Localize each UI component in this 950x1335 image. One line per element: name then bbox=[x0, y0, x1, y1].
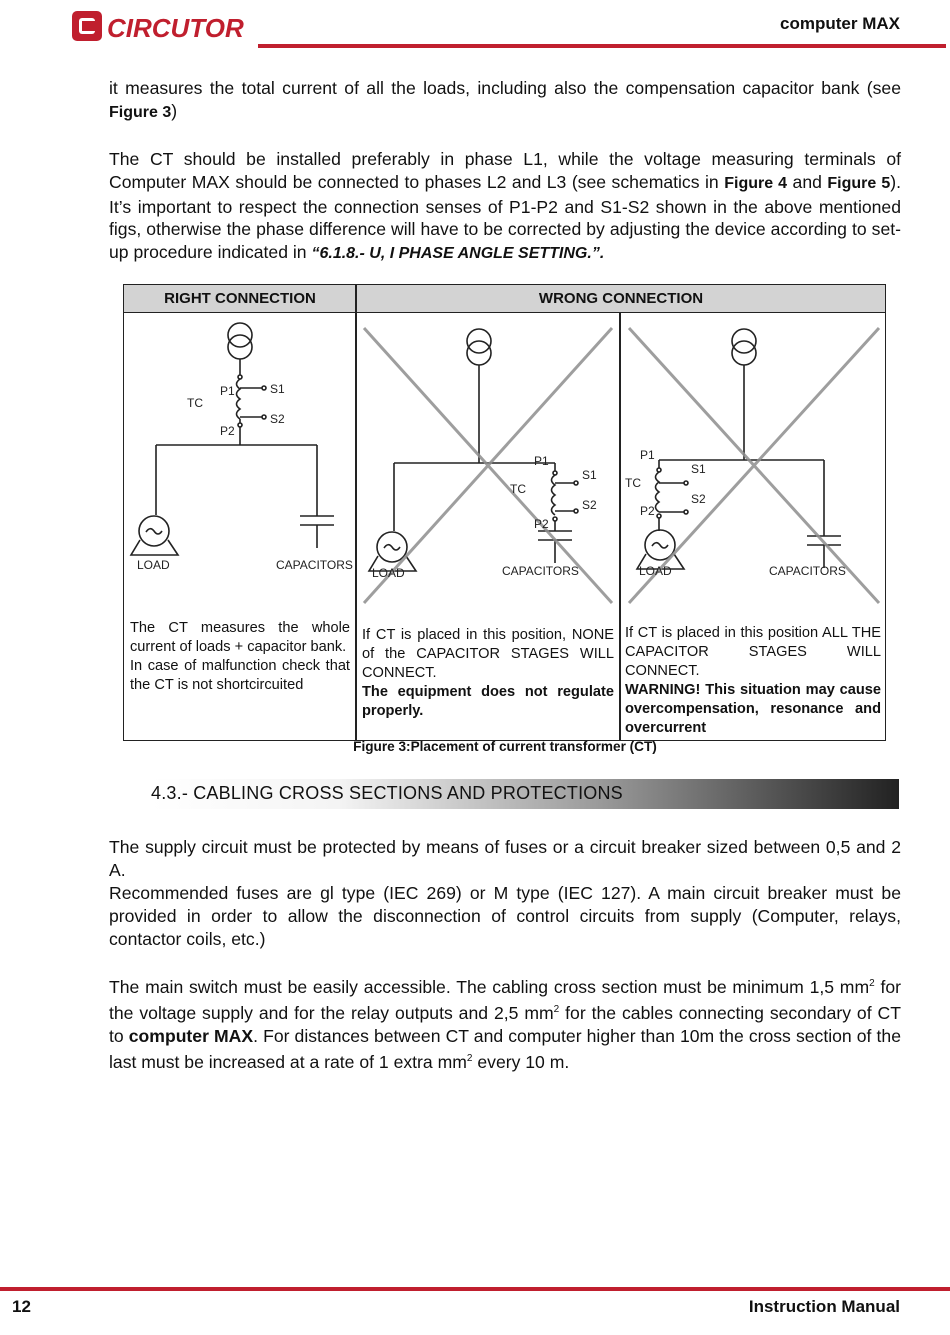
doc-title: computer MAX bbox=[780, 14, 900, 33]
header-divider bbox=[258, 44, 946, 48]
label-s1: S1 bbox=[270, 382, 285, 396]
brand-logo bbox=[72, 10, 247, 42]
label-load: LOAD bbox=[372, 566, 405, 580]
wrong-cross-marks bbox=[364, 328, 879, 603]
label-p1: P1 bbox=[640, 448, 655, 462]
cabling-text bbox=[109, 836, 901, 1074]
label-tc: TC bbox=[187, 396, 203, 410]
product-name: computer MAX bbox=[128, 1025, 254, 1046]
figure-diagrams bbox=[124, 313, 885, 613]
manual-title: Instruction Manual bbox=[748, 1297, 900, 1316]
figure-3-table bbox=[123, 284, 886, 741]
label-p2: P2 bbox=[534, 517, 549, 531]
section-heading-bar bbox=[151, 779, 899, 809]
right-connection-text: The CT measures the whole current of loads + capacitor bank. In case of malfunction check that the CT is not shortcircuited bbox=[130, 620, 350, 693]
right-connection-header: RIGHT CONNECTION bbox=[124, 285, 356, 313]
right-connection-diagram bbox=[131, 323, 334, 555]
intro-paragraph-2: The CT should be installed preferably in phase L1, while the voltage measuring terminals of Computer MAX should be connected to phases L2 and L3 (see schematics in Figure 4 and Figure 5). It’s important to respect the connection senses of P1-P2 and S1-S2 shown in the above mentioned figs, otherwise the phase difference will have to be corrected by adjusting the device according to set-up procedure indicated in “6.1.8.- U, I PHASE ANGLE SETTING.”. bbox=[109, 148, 901, 263]
label-load: LOAD bbox=[639, 564, 672, 578]
label-load: LOAD bbox=[137, 558, 170, 572]
figure-ref: Figure 3 bbox=[109, 103, 172, 121]
figure-ref: Figure 4 bbox=[724, 174, 788, 192]
label-capacitors: CAPACITORS bbox=[769, 564, 846, 578]
page-number: 12 bbox=[12, 1297, 31, 1316]
cabling-paragraph-1: The supply circuit must be protected by means of fuses or a circuit breaker sized between 0,5 and 2 A. bbox=[109, 837, 901, 880]
figure-ref: Figure 5 bbox=[827, 174, 891, 192]
section-title: 4.3.- CABLING CROSS SECTIONS AND PROTECTIONS bbox=[151, 783, 623, 803]
label-capacitors: CAPACITORS bbox=[276, 558, 353, 572]
label-p2: P2 bbox=[640, 504, 655, 518]
intro-paragraph-1: it measures the total current of all the loads, including also the compensation capacitor bank (see Figure 3) bbox=[109, 78, 901, 121]
section-ref: “6.1.8.- U, I PHASE ANGLE SETTING.”. bbox=[311, 245, 605, 263]
wrong-connection-warning-1: The equipment does not regulate properly. bbox=[362, 684, 614, 719]
label-s1: S1 bbox=[691, 462, 706, 476]
label-tc: TC bbox=[625, 476, 641, 490]
cabling-paragraph-3: The main switch must be easily accessible. The cabling cross section must be minimum 1,5 $mm^2$ for the voltage supply and for the relay outputs and 2,5 $mm^2$ for the cables connecting secondary of CT to computer MAX. For distances between CT and computer higher than 10m the cross section of the last must be increased at a rate of 1 extra $mm^2$ every 10 m. bbox=[109, 977, 902, 1072]
label-p2: P2 bbox=[220, 424, 235, 438]
wrong-connection-text-2: If CT is placed in this position ALL THE CAPACITOR STAGES WILL CONNECT. WARNING! This situation may cause overcompensation, resonance and overcurrent bbox=[625, 625, 881, 736]
label-s2: S2 bbox=[270, 412, 285, 426]
label-s2: S2 bbox=[582, 498, 597, 512]
label-s2: S2 bbox=[691, 492, 706, 506]
wrong-connection-text-1: If CT is placed in this position, NONE of the CAPACITOR STAGES WILL CONNECT. The equipment does not regulate properly. bbox=[362, 627, 614, 719]
intro-text bbox=[109, 77, 901, 266]
label-capacitors: CAPACITORS bbox=[502, 564, 579, 578]
cabling-paragraph-2: Recommended fuses are gl type (IEC 269) or M type (IEC 127). A main circuit breaker must be provided in order to allow the disconnection of control circuits from supply (Computer, relays, contactor coils, etc.) bbox=[109, 882, 901, 949]
figure-caption: Figure 3:Placement of current transformer (CT) bbox=[353, 739, 657, 754]
brand-logo-text: CIRCUTOR bbox=[107, 13, 244, 42]
label-p1: P1 bbox=[534, 454, 549, 468]
wrong-connection-warning-2: WARNING! This situation may cause overcompensation, resonance and overcurrent bbox=[625, 682, 881, 736]
label-s1: S1 bbox=[582, 468, 597, 482]
footer-divider bbox=[0, 1287, 950, 1291]
label-tc: TC bbox=[510, 482, 526, 496]
wrong-connection-header: WRONG CONNECTION bbox=[357, 285, 885, 313]
label-p1: P1 bbox=[220, 384, 235, 398]
